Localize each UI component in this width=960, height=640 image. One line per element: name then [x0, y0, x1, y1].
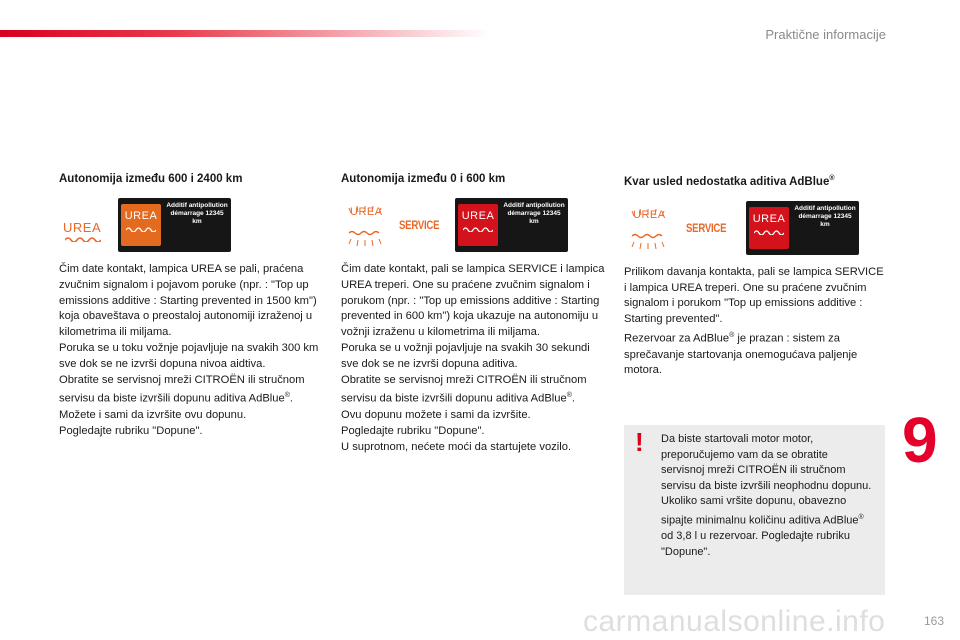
section-title: Praktične informacije — [765, 27, 886, 42]
paragraph: U suprotnom, nećete moći da startujete vozilo. — [341, 440, 572, 453]
chapter-number: 9 — [902, 404, 938, 476]
urea-label: UREA — [350, 206, 383, 218]
urea-waves-icon — [65, 236, 101, 242]
urea-label: UREA — [633, 208, 666, 221]
urea-warning-icon: UREA — [63, 220, 102, 235]
dash-urea-warning: UREA — [458, 204, 498, 246]
exclamation-icon: ! — [635, 427, 644, 457]
warning-note-box — [624, 425, 885, 595]
paragraph: Pogledajte rubriku "Dopune". — [59, 424, 203, 437]
paragraph: Rezervoar za AdBlue® je prazan : sistem za sprečavanje startovanja onemogućava paljenje motora. — [624, 332, 858, 377]
column-body — [624, 265, 889, 379]
service-warning-icon: SERVICE — [686, 220, 727, 235]
column-autonomy-600-2400 — [59, 172, 324, 440]
indicator-icons — [624, 199, 889, 257]
paragraph: Poruka se u vožnji pojavljuje na svakih 30 sekundi sve dok se ne izvrši dopuna aditiva. — [341, 341, 590, 370]
indicator-icons — [59, 196, 324, 254]
dash-urea-warning: UREA — [749, 207, 789, 249]
column-autonomy-0-600 — [341, 172, 606, 455]
paragraph: Poruka se u toku vožnje pojavljuje na svakih 300 km sve dok se ne izvrši dopuna nivoa aidtiva. — [59, 341, 319, 370]
indicator-icons — [341, 196, 606, 254]
dash-message: Additif antipollution démarrage 12345 km — [503, 202, 565, 225]
dash-message: Additif antipollution démarrage 12345 km — [166, 202, 228, 225]
column-body — [341, 262, 606, 455]
column-title: Kvar usled nedostatka aditiva AdBlue® — [624, 175, 835, 188]
column-adblue-failure — [624, 172, 889, 379]
column-title: Autonomija između 600 i 2400 km — [59, 173, 243, 185]
page-number: 163 — [923, 614, 944, 628]
dashboard-display — [455, 198, 568, 252]
paragraph: Možete i sami da izvršite ovu dopunu. — [59, 408, 247, 421]
watermark: carmanualsonline.info — [583, 605, 886, 638]
paragraph: Čim date kontakt, pali se lampica SERVICE i lampica UREA treperi. One su praćene zvučnim signalom i porukom (npr. : "Top up emissions additive : Starting prevented in 600 km") koja ukazuje na autonomiju u vožnji izraženu u kilometrima ili miljama. — [341, 263, 605, 339]
dash-urea-warning: UREA — [121, 204, 161, 246]
column-title: Autonomija između 0 i 600 km — [341, 173, 506, 185]
paragraph: Prilikom davanja kontakta, pali se lampica SERVICE i lampica UREA treperi. One su praćene zvučnim signalom i porukom "Top up emissions additive : Starting prevented". — [624, 265, 884, 326]
paragraph: Obratite se servisnoj mreži CITROËN ili stručnom servisu da biste izvršili dopunu aditiva AdBlue®. — [341, 373, 587, 406]
dash-message: Additif antipollution démarrage 12345 km — [794, 204, 856, 228]
paragraph: Pogledajte rubriku "Dopune". — [341, 424, 485, 437]
dashboard-display — [118, 198, 231, 252]
column-body — [59, 262, 324, 440]
dashboard-display — [746, 201, 859, 255]
service-warning-icon: SERVICE — [399, 218, 440, 232]
paragraph: Ovu dopunu možete i sami da izvršite. — [341, 408, 531, 421]
paragraph: Čim date kontakt, lampica UREA se pali, praćena zvučnim signalom i pojavom poruke (npr. : "Top up emissions additive : Starting prevented in 1500 km") koja obaveštava o preostaloj autonomiji izraženoj u kilometrima ili miljama. — [59, 263, 317, 339]
paragraph: Obratite se servisnoj mreži CITROËN ili stručnom servisu da biste izvršili dopunu aditiva AdBlue®. — [59, 373, 305, 406]
header-accent-bar — [0, 30, 490, 37]
note-text: Da biste startovali motor motor, preporučujemo vam da se obratite servisnoj mreži CITROËN ili stručnom servisu da biste izvršili neophodnu dopunu. Ukoliko sami vršite dopunu, obavezno sipajte minimalnu količinu aditiva AdBlue® od 3,8 l u rezervoar. Pogledajte rubriku "Dopune". — [661, 433, 872, 558]
